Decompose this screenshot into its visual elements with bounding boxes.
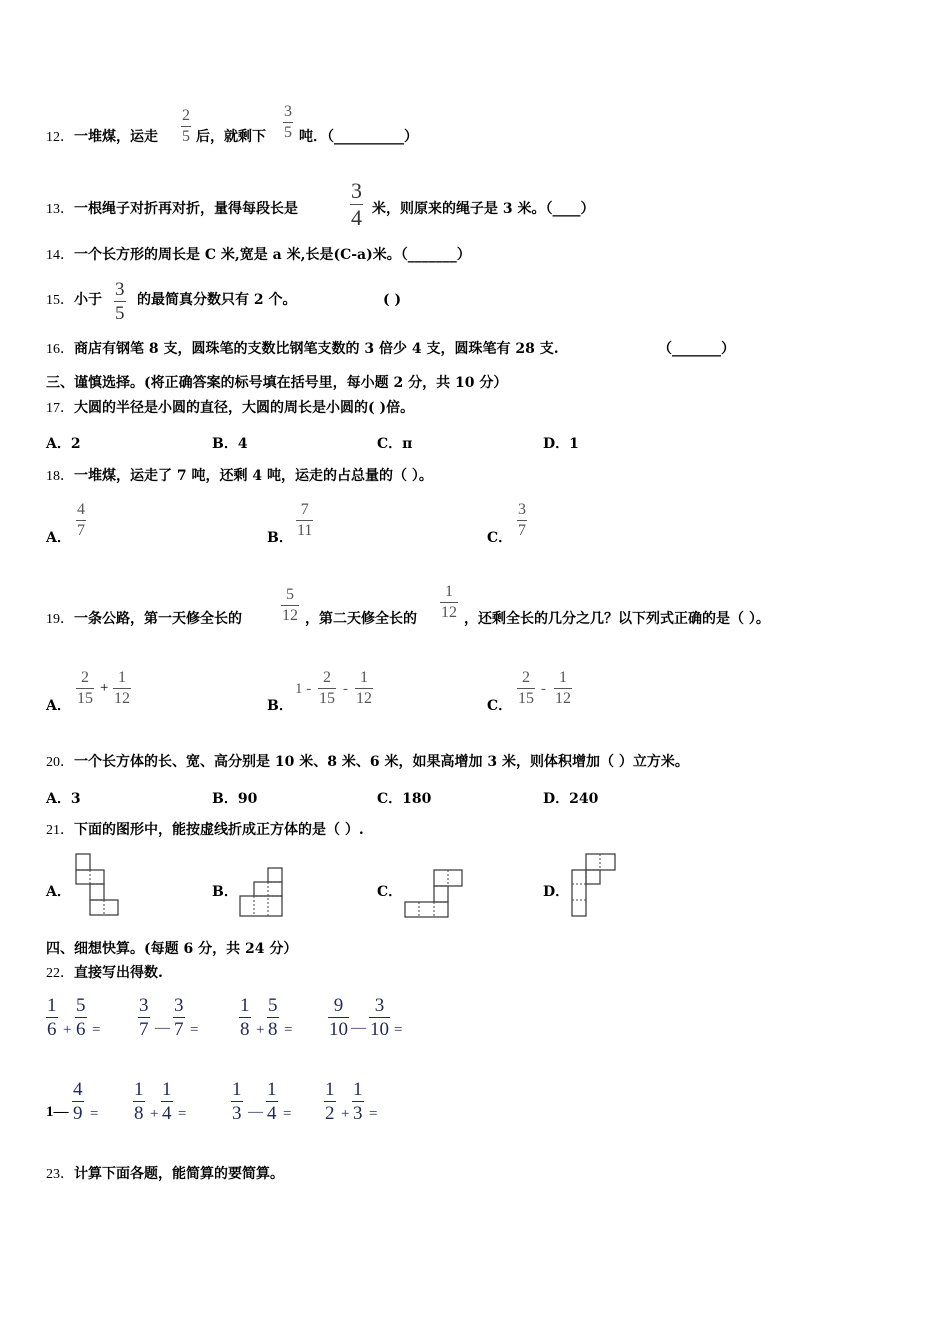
question-15: 15．小于 <box>46 292 102 308</box>
cube-net-figure-d[interactable] <box>570 852 620 920</box>
option-a[interactable]: A．3 <box>46 791 81 807</box>
option-b[interactable]: B． <box>267 698 293 714</box>
fraction: 2 15 <box>518 669 534 707</box>
option-b[interactable]: B．90 <box>212 791 258 807</box>
question-19: 19．一条公路，第一天修全长的 <box>46 611 242 627</box>
cube-net-figure-c[interactable] <box>402 868 466 920</box>
fraction: 3 4 <box>351 178 362 230</box>
question-14: 14．一个长方形的周长是 C 米,宽是 a 米,长是(C-a)米。（_______） <box>46 247 471 263</box>
answer-paren: ( ) <box>383 292 402 308</box>
question-number: 12． <box>46 130 74 145</box>
section-heading-3: 三、谨慎选择。(将正确答案的标号填在括号里，每小题 2 分，共 10 分） <box>46 375 508 391</box>
question-21: 21．下面的图形中，能按虚线折成正方体的是（ ）. <box>46 822 364 838</box>
fraction: 3 5 <box>284 103 292 141</box>
fraction: 2 15 <box>77 669 93 707</box>
fraction: 2 5 <box>182 107 190 145</box>
option-d[interactable]: D． <box>543 884 570 900</box>
question-23: 23．计算下面各题，能简算的要简算。 <box>46 1166 284 1182</box>
question-22: 22．直接写出得数. <box>46 965 163 981</box>
option-a[interactable]: A． <box>46 530 71 546</box>
fraction: 3 5 <box>115 279 125 324</box>
fraction: 2 15 <box>319 669 335 707</box>
question-17: 17．大圆的半径是小圆的直径，大圆的周长是小圆的( )倍。 <box>46 400 415 416</box>
option-d[interactable]: D．1 <box>543 436 579 452</box>
fraction: 1 12 <box>555 669 571 707</box>
question-12: 12．一堆煤，运走 <box>46 129 158 145</box>
option-b[interactable]: B． <box>267 530 293 546</box>
option-b[interactable]: B．4 <box>212 436 248 452</box>
option-a[interactable]: A．2 <box>46 436 81 452</box>
question-16: 16．商店有钢笔 8 支，圆珠笔的支数比钢笔支数的 3 倍少 4 支，圆珠笔有 28 支. <box>46 341 559 357</box>
fraction: 4 7 <box>77 501 85 539</box>
answer-blank: 吨．（__________） <box>299 129 418 145</box>
option-a[interactable]: A． <box>46 884 71 900</box>
option-c[interactable]: C． <box>487 530 513 546</box>
fraction: 7 11 <box>297 501 313 539</box>
section-heading-4: 四、细想快算。(每题 6 分，共 24 分） <box>46 941 298 957</box>
option-b[interactable]: B． <box>212 884 238 900</box>
answer-blank: （_______） <box>658 341 735 357</box>
fraction: 3 7 <box>518 501 526 539</box>
fraction: 1 12 <box>114 669 130 707</box>
option-c[interactable]: C．π <box>377 436 413 452</box>
option-c[interactable]: C． <box>377 884 403 900</box>
question-20: 20．一个长方体的长、宽、高分别是 10 米、8 米、6 米，如果高增加 3 米，则体积增加（ ）立方米。 <box>46 754 689 770</box>
question-18: 18．一堆煤，运走了 7 吨，还剩 4 吨，运走的占总量的（ ）。 <box>46 468 433 484</box>
option-d[interactable]: D．240 <box>543 791 599 807</box>
option-c[interactable]: C． <box>487 698 513 714</box>
fraction: 5 12 <box>282 586 298 624</box>
option-c[interactable]: C．180 <box>377 791 432 807</box>
question-13: 13．一根绳子对折再对折，量得每段长是 <box>46 201 298 217</box>
fraction: 1 12 <box>356 669 372 707</box>
fraction: 1 12 <box>441 583 457 621</box>
option-a[interactable]: A． <box>46 698 71 714</box>
cube-net-figure-a[interactable] <box>72 852 122 920</box>
cube-net-figure-b[interactable] <box>238 866 288 920</box>
